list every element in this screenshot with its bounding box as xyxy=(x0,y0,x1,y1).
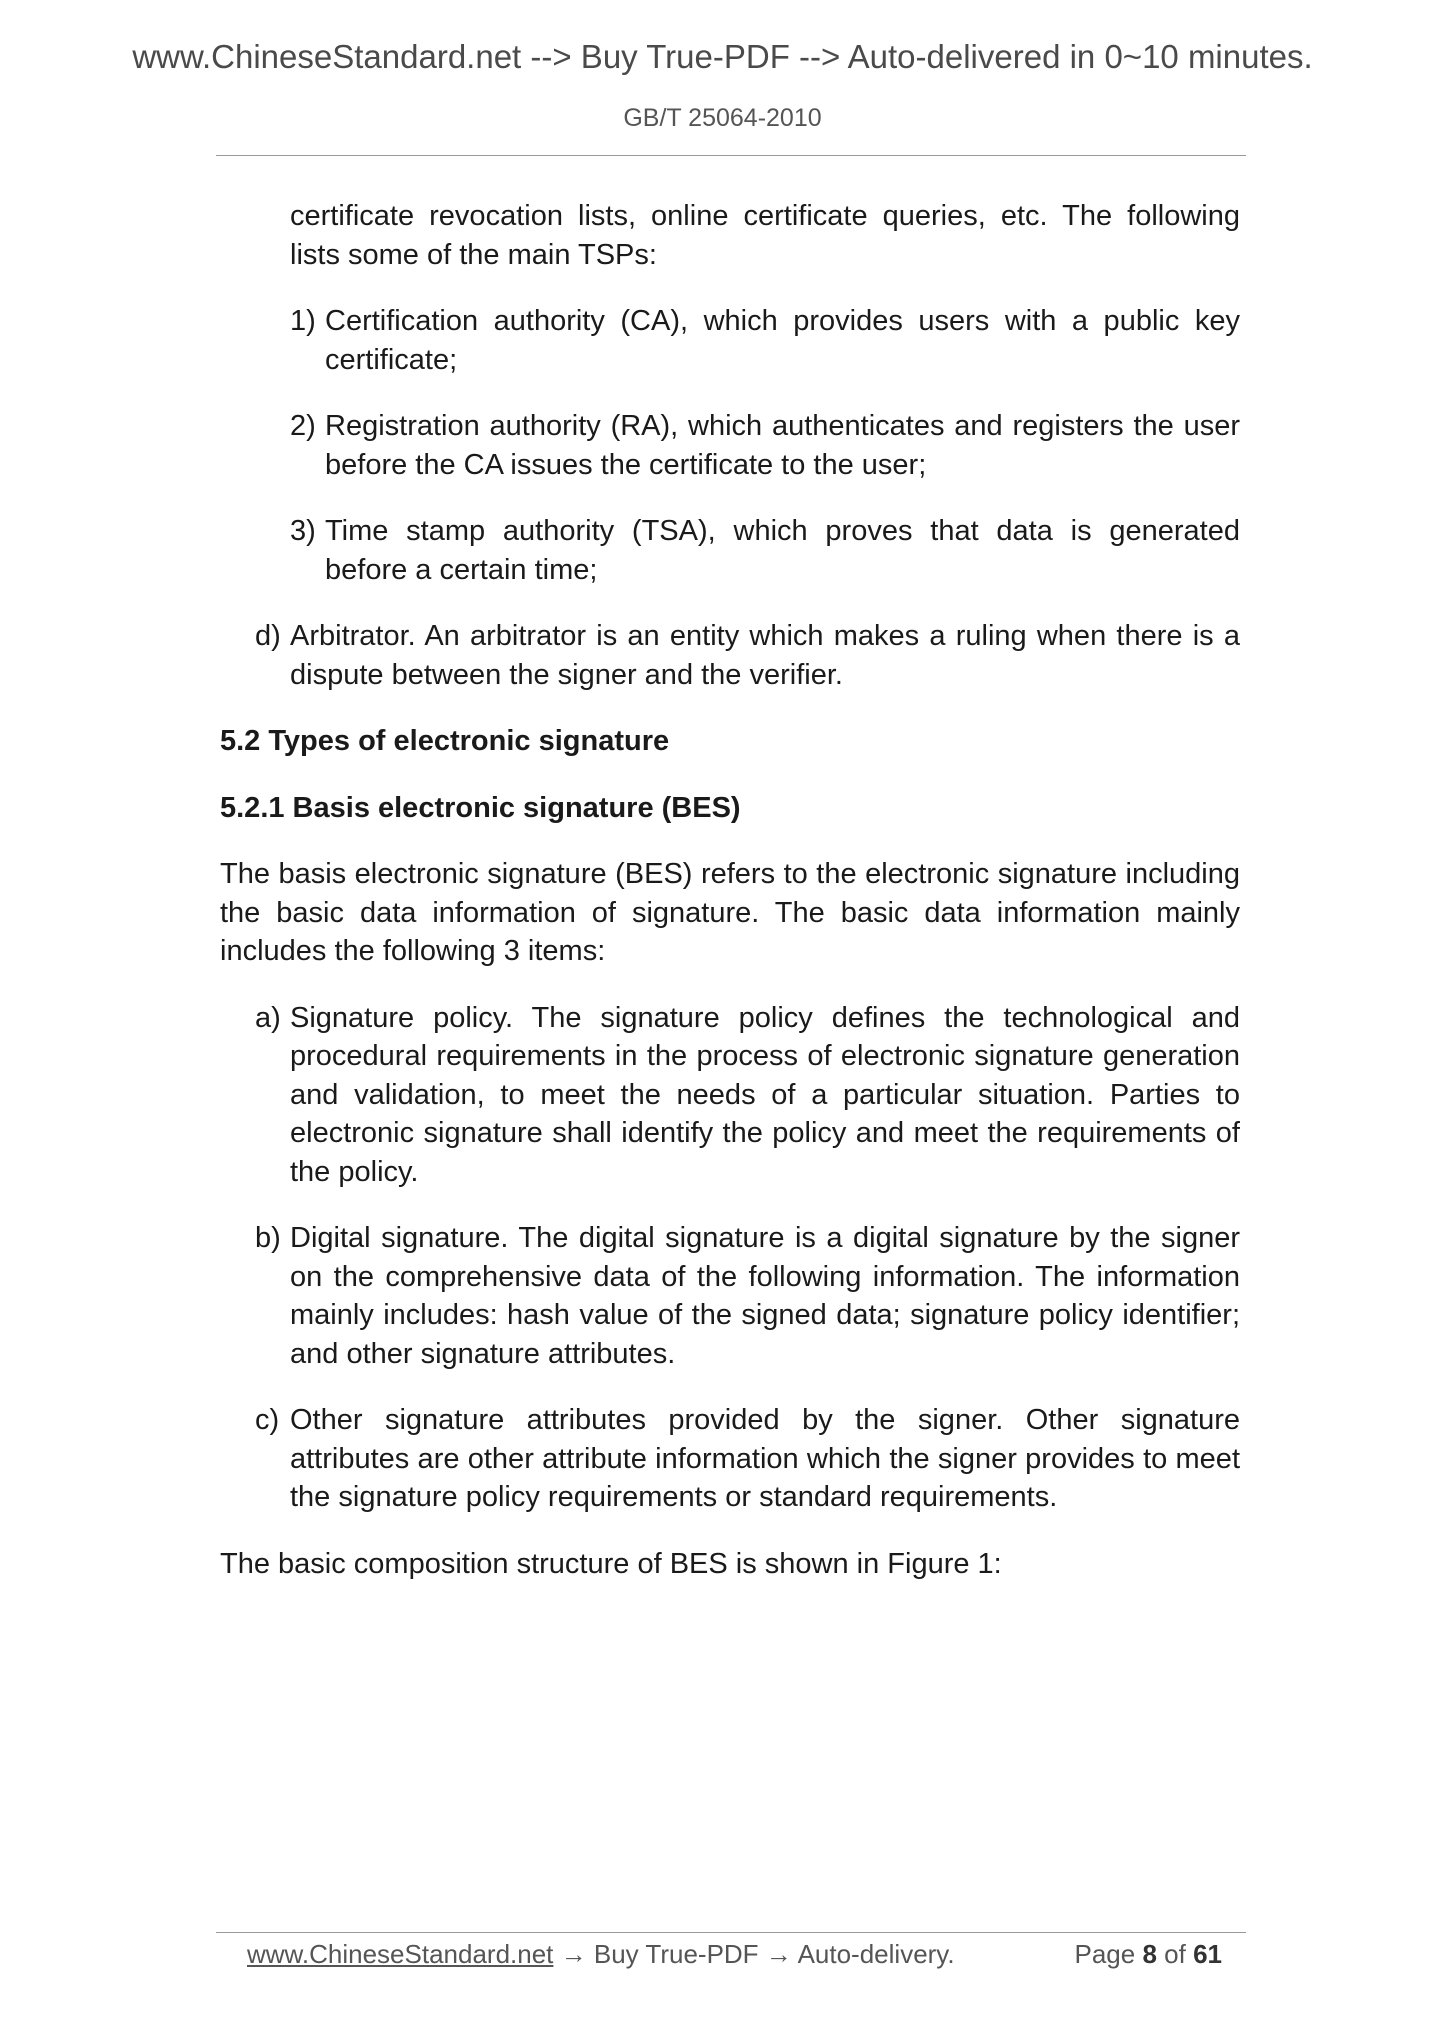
total-pages: 61 xyxy=(1193,1939,1222,1969)
list-marker: 1) xyxy=(290,305,316,337)
list-text: Certification authority (CA), which provides users with a public key certificate; xyxy=(325,305,1240,376)
list-text: Registration authority (RA), which authenticates and registers the user before the CA issues the certificate to the user; xyxy=(325,410,1240,481)
list-marker: 3) xyxy=(290,515,316,547)
top-banner: www.ChineseStandard.net --> Buy True-PDF --> Auto-delivered in 0~10 minutes. xyxy=(132,38,1313,75)
page-label: Page xyxy=(1074,1939,1136,1969)
list-marker: d) xyxy=(255,620,281,652)
list-text: Arbitrator. An arbitrator is an entity which makes a ruling when there is a dispute between the signer and the verifier. xyxy=(290,620,1240,691)
bes-structure-paragraph: The basic composition structure of BES is shown in Figure 1: xyxy=(220,1547,1002,1580)
bes-list xyxy=(220,999,1240,1517)
list-item xyxy=(220,512,1240,589)
header-divider xyxy=(216,155,1246,156)
list-item xyxy=(220,1401,1240,1517)
bes-intro-paragraph: The basis electronic signature (BES) refers to the electronic signature including the basic data information of signature. The basic data information mainly includes the following 3 items: xyxy=(220,858,1240,967)
subsection-heading: 5.2.1 Basis electronic signature (BES) xyxy=(220,791,741,824)
page-body xyxy=(220,197,1240,1611)
list-marker: b) xyxy=(255,1222,281,1254)
list-text: Digital signature. The digital signature is a digital signature by the signer on the comprehensive data of the following information. The information mainly includes: hash value of the signed data; signature policy identifier; and other signature attributes. xyxy=(290,1222,1240,1370)
list-item xyxy=(220,1219,1240,1373)
list-marker: 2) xyxy=(290,410,316,442)
list-marker: c) xyxy=(255,1404,280,1436)
tsp-list xyxy=(220,302,1240,694)
list-item xyxy=(220,302,1240,379)
page-number xyxy=(1074,1936,1222,1972)
footer-link[interactable]: www.ChineseStandard.net xyxy=(247,1939,554,1969)
list-item xyxy=(220,407,1240,484)
footer-tail: → Buy True-PDF → Auto-delivery. xyxy=(553,1939,955,1969)
page-footer xyxy=(247,1936,1222,1972)
footer-divider xyxy=(216,1932,1246,1933)
footer-left xyxy=(247,1936,955,1972)
list-marker: a) xyxy=(255,1001,281,1034)
of-label: of xyxy=(1164,1939,1186,1969)
document-id: GB/T 25064-2010 xyxy=(623,104,822,132)
section-heading: 5.2 Types of electronic signature xyxy=(220,725,670,757)
list-item xyxy=(220,999,1240,1192)
list-text: Time stamp authority (TSA), which proves that data is generated before a certain time; xyxy=(325,515,1240,586)
list-item xyxy=(220,617,1240,694)
list-text: Signature policy. The signature policy defines the technological and procedural requirements in the process of electronic signature generation and validation, to meet the needs of a particular situation. Parties to electronic signature shall identify the policy and meet the requirements of the policy. xyxy=(290,1001,1240,1188)
list-text: Other signature attributes provided by the signer. Other signature attributes are other attribute information which the signer provides to meet the signature policy requirements or standard requirements. xyxy=(290,1404,1240,1513)
current-page: 8 xyxy=(1142,1939,1157,1969)
intro-paragraph: certificate revocation lists, online certificate queries, etc. The following lists some of the main TSPs: xyxy=(290,200,1240,271)
